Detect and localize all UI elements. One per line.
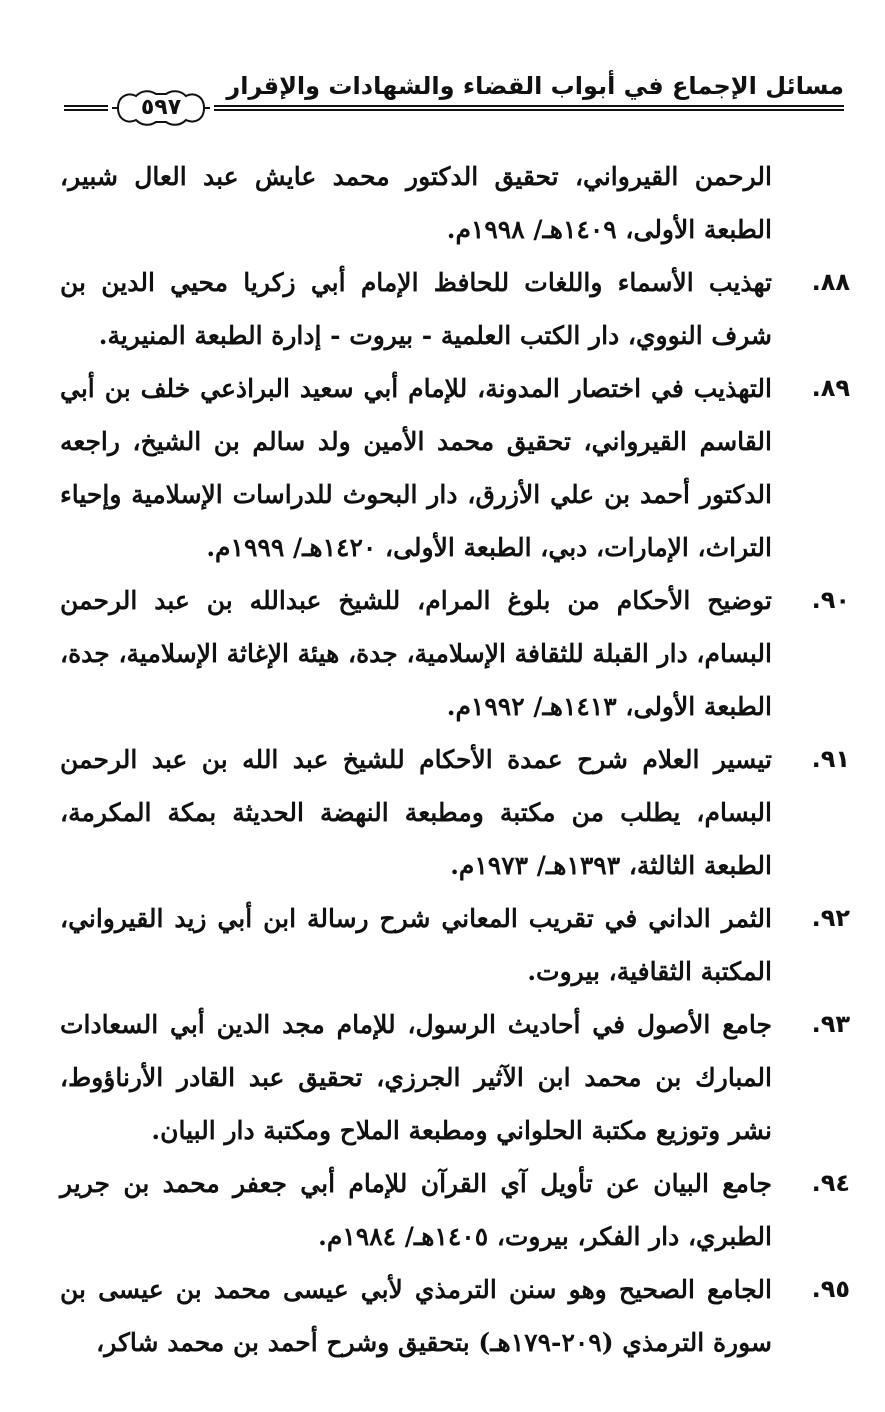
bibliography-entry <box>60 892 850 998</box>
bibliography-entry <box>60 362 850 574</box>
entry-text: الرحمن القيرواني، تحقيق الدكتور محمد عايش عبد العال شبير، الطبعة الأولى، ١٤٠٩هـ/ ١٩٩٨م. <box>60 162 772 244</box>
entry-number: ٩٢. <box>811 904 850 932</box>
entry-text: التهذيب في اختصار المدونة، للإمام أبي سعيد البراذعي خلف بن أبي القاسم القيرواني، تحقيق محمد الأمين ولد سالم بن الشيخ، راجعه الدكتور أحمد بن علي الأزرق، دار البحوث للدراسات الإسلامية وإحياء التراث، الإمارات، دبي، الطبعة الأولى، ١٤٢٠هـ/ ١٩٩٩م. <box>60 374 772 562</box>
page-header <box>64 62 844 122</box>
bibliography-entry <box>60 150 850 256</box>
entry-text: تيسير العلام شرح عمدة الأحكام للشيخ عبد الله بن عبد الرحمن البسام، يطلب من مكتبة ومطبعة النهضة الحديثة بمكة المكرمة، الطبعة الثالثة، ١٣٩٣هـ/ ١٩٧٣م. <box>60 745 772 880</box>
bibliography-entry <box>60 574 850 733</box>
entry-number: ٩٤. <box>811 1169 850 1197</box>
entry-number: ٩٥. <box>811 1275 850 1303</box>
entry-number: ٩٠. <box>811 586 850 614</box>
entry-number: ٩٣. <box>811 1010 850 1038</box>
entry-number: ٨٩. <box>811 374 850 402</box>
entry-number: ٨٨. <box>811 268 850 296</box>
header-double-rule-left <box>64 105 108 111</box>
bibliography-entry <box>60 998 850 1157</box>
page-number-frame <box>110 86 212 130</box>
entry-text: جامع الأصول في أحاديث الرسول، للإمام مجد الدين أبي السعادات المبارك بن محمد ابن الآثير الجرزي، تحقيق عبد القادر الأرناؤوط، نشر وتوزيع مكتبة الحلواني ومطبعة الملاح ومكتبة دار البيان. <box>60 1010 772 1145</box>
entry-text: الجامع الصحيح وهو سنن الترمذي لأبي عيسى محمد بن عيسى بن سورة الترمذي (٢٠٩-١٧٩هـ) بتحقيق وشرح أحمد بن محمد شاكر، <box>60 1275 773 1357</box>
entry-text: الثمر الداني في تقريب المعاني شرح رسالة ابن أبي زيد القيرواني، المكتبة الثقافية، بيروت. <box>60 904 772 986</box>
bibliography-entry <box>60 256 850 362</box>
entry-text: تهذيب الأسماء واللغات للحافظ الإمام أبي زكريا محيي الدين بن شرف النووي، دار الكتب العلمية - بيروت - إدارة الطبعة المنيرية. <box>60 268 772 350</box>
entry-number: ٩١. <box>811 745 850 773</box>
page-number: ٥٩٧ <box>140 95 182 120</box>
bibliography-entry <box>60 733 850 892</box>
header-double-rule <box>214 105 844 111</box>
bibliography-list <box>60 150 850 1369</box>
entry-text: جامع البيان عن تأويل آي القرآن للإمام أبي جعفر محمد بن جرير الطبري، دار الفكر، بيروت، ١٤٠٥هـ/ ١٩٨٤م. <box>60 1169 772 1251</box>
entry-text: توضيح الأحكام من بلوغ المرام، للشيخ عبدالله بن عبد الرحمن البسام، دار القبلة للثقافة الإسلامية، جدة، هيئة الإغاثة الإسلامية، جدة، الطبعة الأولى، ١٤١٣هـ/ ١٩٩٢م. <box>60 586 772 721</box>
bibliography-entry <box>60 1157 850 1263</box>
running-title: مسائل الإجماع في أبواب القضاء والشهادات والإقرار <box>226 72 844 100</box>
bibliography-entry <box>60 1263 850 1369</box>
